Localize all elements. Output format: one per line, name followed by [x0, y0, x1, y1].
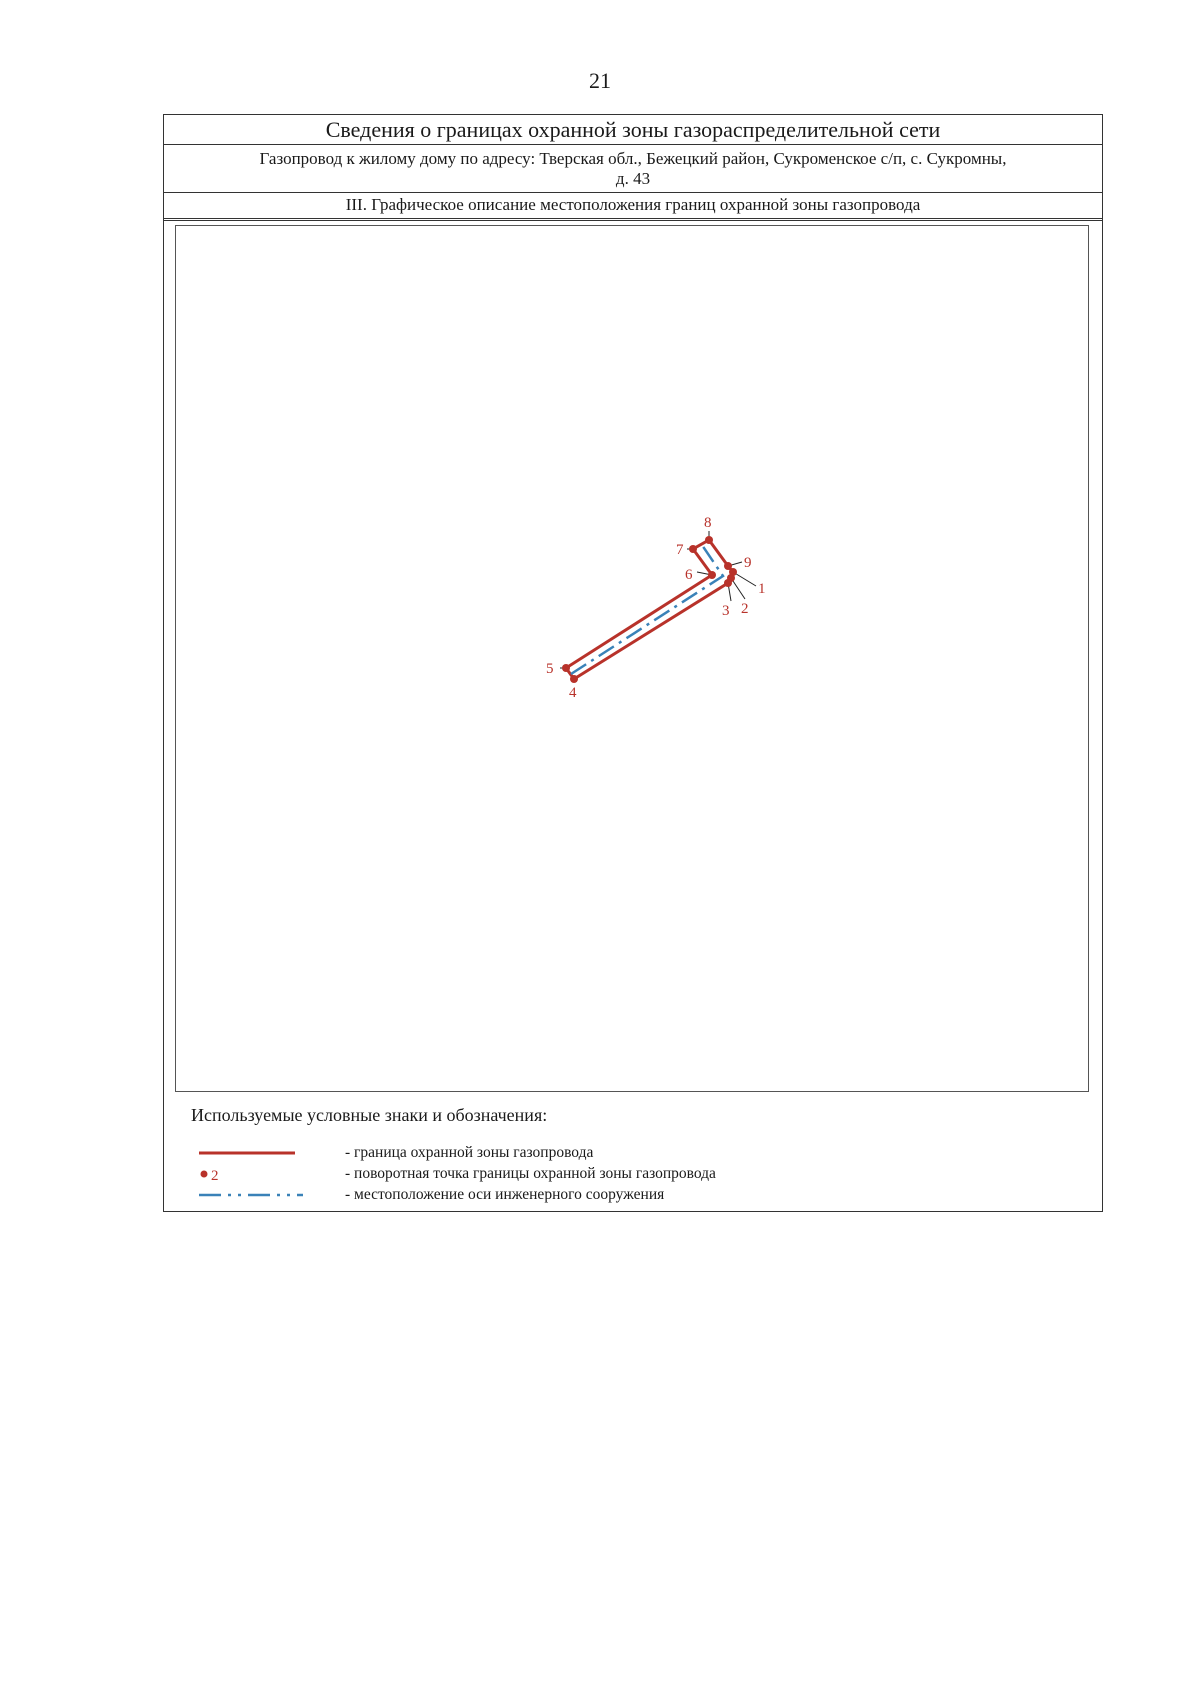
point-label-9: 9: [744, 555, 752, 571]
page-number: 21: [589, 68, 611, 93]
point-label-5: 5: [546, 661, 554, 677]
map-area: [175, 225, 1089, 1092]
legend-item-turning-point: [175, 1164, 1089, 1186]
object-description-line-2: д. 43: [615, 169, 651, 188]
point-label-8: 8: [704, 515, 712, 531]
leader-lines: [560, 531, 756, 668]
turning-point-5: [562, 664, 570, 672]
legend-item-boundary: [175, 1143, 1089, 1165]
turning-point-4: [570, 675, 578, 683]
point-label-2: 2: [741, 601, 749, 617]
document-frame: [163, 114, 1103, 1212]
turning-point-7: [689, 545, 697, 553]
document-title: Сведения о границах охранной зоны газораспределительной сети: [164, 115, 1102, 145]
turning-point-sample-label: 2: [211, 1168, 219, 1184]
red-line-icon: [199, 1143, 309, 1165]
dash-dot-line-icon: [199, 1185, 309, 1207]
object-description: [164, 145, 1102, 193]
turning-point-icon: [199, 1164, 309, 1186]
point-label-6: 6: [685, 567, 693, 583]
point-label-3: 3: [722, 603, 730, 619]
legend-item-axis: [175, 1185, 1089, 1207]
object-description-line-1: Газопровод к жилому дому по адресу: Тверская обл., Бежецкий район, Сукроменское с/п, с. Сукромны,: [259, 149, 1007, 168]
point-label-4: 4: [569, 685, 577, 701]
point-label-7: 7: [676, 542, 684, 558]
legend-text-turning-point: - поворотная точка границы охранной зоны газопровода: [345, 1165, 716, 1182]
legend: [175, 1105, 1089, 1205]
legend-text-boundary: - граница охранной зоны газопровода: [345, 1144, 594, 1161]
protection-zone-boundary: [566, 540, 733, 679]
legend-text-axis: - местоположение оси инженерного сооружения: [345, 1186, 665, 1203]
legend-title: Используемые условные знаки и обозначения:: [191, 1105, 548, 1125]
turning-point-9: [724, 562, 732, 570]
turning-point-6: [708, 571, 716, 579]
pipeline-axis: [571, 545, 723, 674]
point-label-1: 1: [758, 581, 766, 597]
map-drawing: [176, 226, 1088, 1091]
section-heading: III. Графическое описание местоположения границ охранной зоны газопровода: [164, 193, 1102, 221]
turning-point-3: [724, 579, 732, 587]
turning-point-8: [705, 536, 713, 544]
